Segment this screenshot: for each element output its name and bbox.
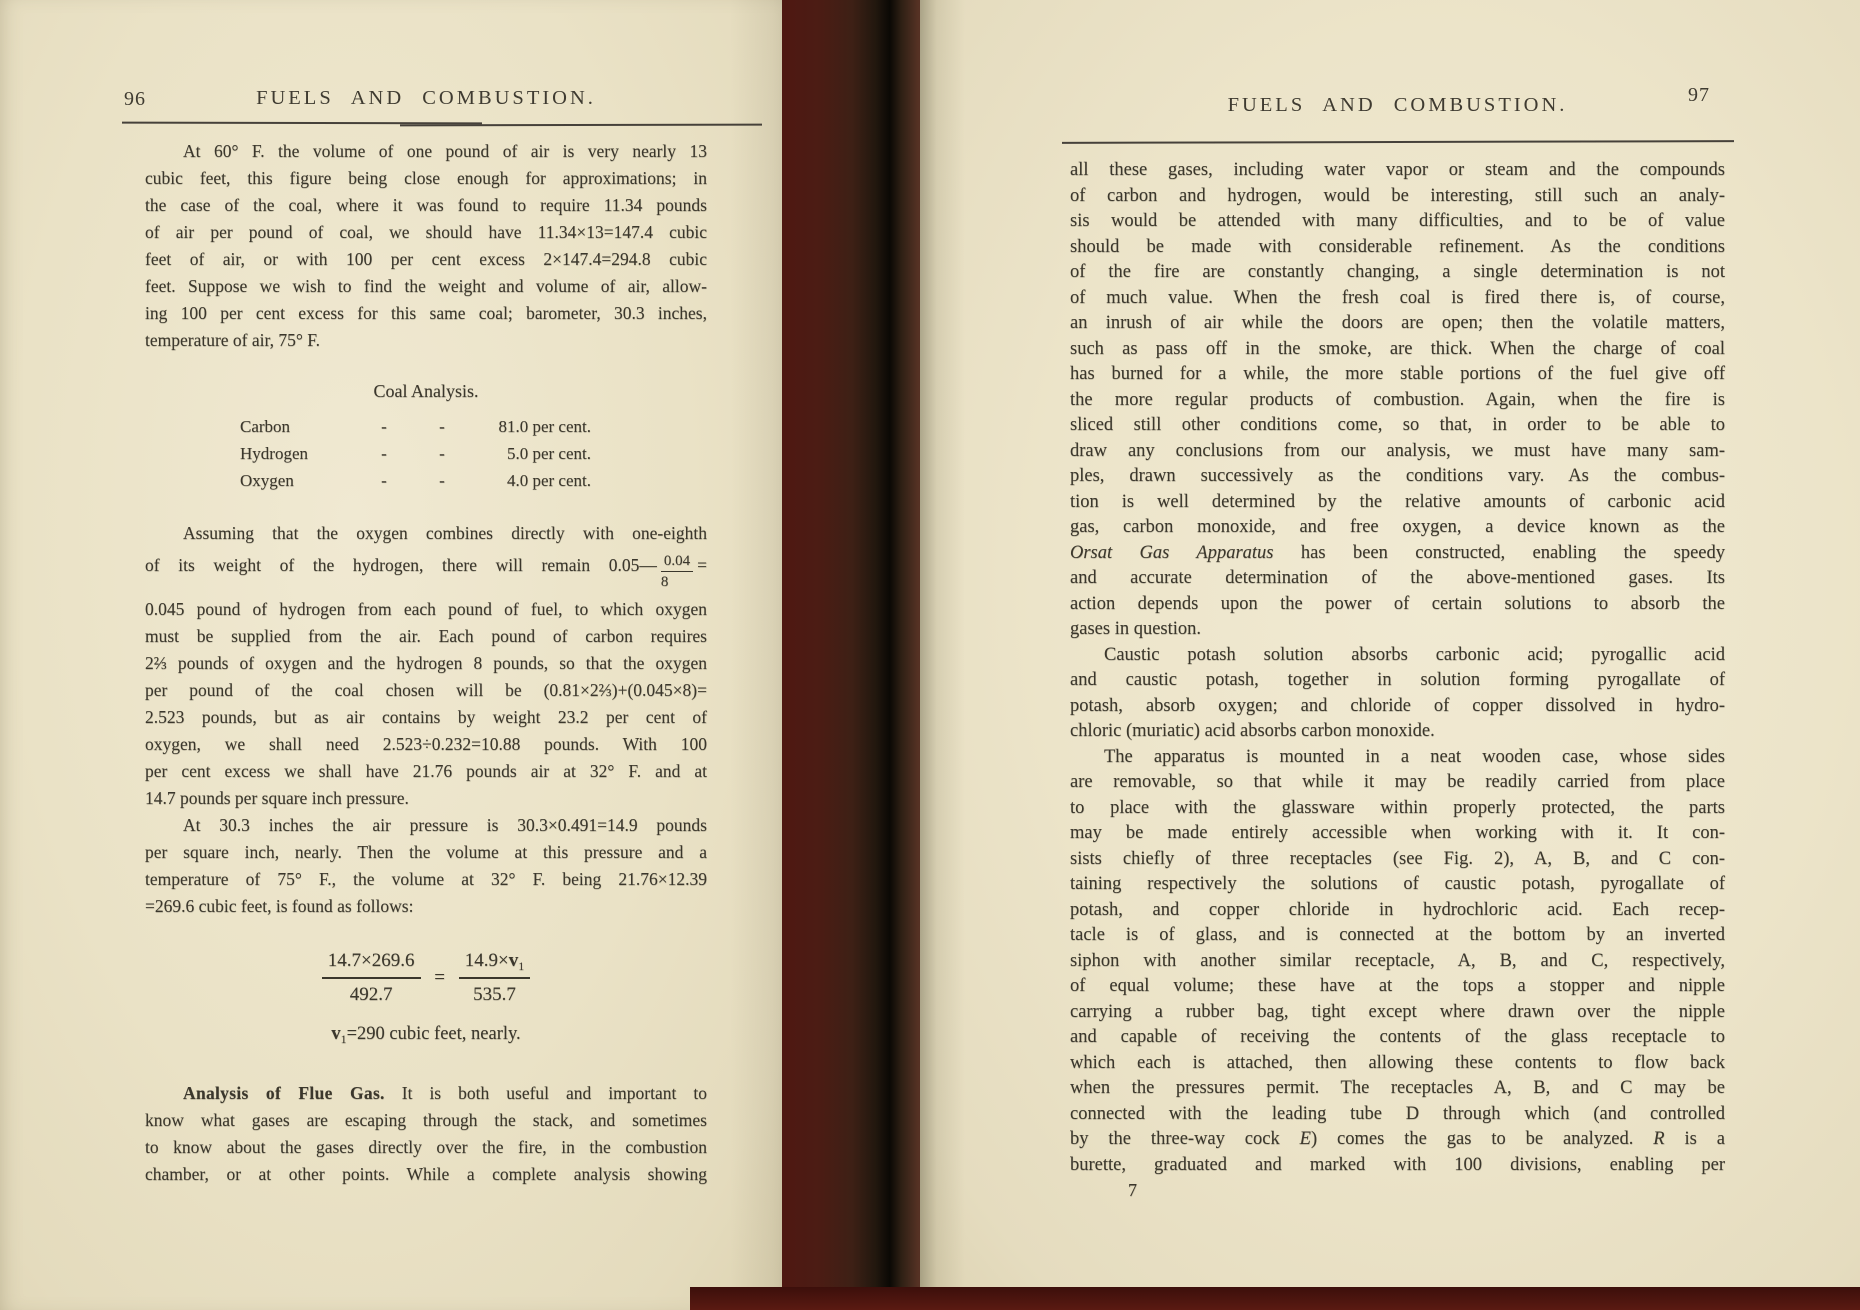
text-line: of equal volume; these have at the tops a stopper and nipple [1070, 976, 1725, 996]
text-line-with-fraction [145, 552, 707, 591]
text-line: cubic feet, this figure being close enough for approximations; in [145, 168, 707, 188]
equation-right-fraction [459, 948, 530, 1007]
text-line: 0.045 pound of hydrogen from each pound of fuel, to which oxygen [145, 599, 707, 619]
table-cell-value: 4.0 per cent. [506, 471, 591, 490]
equation-left-fraction [322, 948, 421, 1007]
text-line: tacle is of glass, and is connected at the bottom by an inverted [1070, 925, 1725, 945]
paragraph-flue-gas [145, 1080, 707, 1188]
text-line: per pound of the coal chosen will be (0.81×2⅔)+(0.045×8)= [145, 680, 707, 700]
text-line: 2.523 pounds, but as air contains by weight 23.2 per cent of [145, 707, 707, 727]
text-line: may be made entirely accessible when working with it. It con- [1070, 823, 1725, 843]
text-line: sis would be attended with many difficulties, and to be of value [1070, 211, 1725, 231]
text-line: to know about the gases directly over the fire, in the combustion [145, 1137, 707, 1158]
text-line: are removable, so that while it may be readily carried from place [1070, 772, 1725, 792]
text-line: know what gases are escaping through the stack, and sometimes [145, 1110, 707, 1131]
table-cell-dash: - [439, 444, 445, 463]
text-line: temperature of air, 75° F. [145, 330, 320, 350]
after-italic-text: has been constructed, enabling the speedy [1273, 542, 1725, 563]
text-line: potash, absorb oxygen; and chloride of copper dissolved in hydro- [1070, 695, 1725, 716]
table-cell-label: Carbon [240, 417, 291, 436]
paragraph-apparatus [1070, 745, 1725, 1204]
text-line: feet. Suppose we wish to find the weight and volume of air, allow- [145, 276, 707, 296]
text-line: all these gases, including water vapor or steam and the compounds [1070, 160, 1725, 180]
lead-rest-text: It is both useful and important to [384, 1083, 707, 1104]
text-line: gas, carbon monoxide, and free oxygen, a device known as the [1070, 517, 1725, 537]
signature-mark: 7 [1128, 1180, 1137, 1200]
text-line: chloric (muriatic) acid absorbs carbon monoxide. [1070, 721, 1435, 741]
text-line: 2⅔ pounds of oxygen and the hydrogen 8 pounds, so that the oxygen [145, 653, 707, 673]
left-page-number: 96 [124, 88, 146, 110]
text-line: The apparatus is mounted in a neat wooden case, whose sides [1104, 746, 1725, 767]
text-line: At 60° F. the volume of one pound of air is very nearly 13 [183, 141, 707, 161]
text-line: potash, and copper chloride in hydrochloric acid. Each recep- [1070, 899, 1725, 920]
text-line-with-lead [145, 1080, 707, 1107]
fraction-numerator: $14.9\times v_1$ [459, 948, 530, 979]
text-line: chamber, or at other points. While a complete analysis showing [145, 1164, 707, 1185]
text-line: sliced still other conditions come, so that, in order to be able to [1070, 415, 1725, 435]
text-line: Caustic potash solution absorbs carbonic acid; pyrogallic acid [1104, 644, 1725, 665]
fraction-before-text: of its weight of the hydrogen, there will remain 0.05— [145, 555, 657, 575]
text-line: of the fire are constantly changing, a single determination is not [1070, 262, 1725, 282]
inline-fraction [661, 552, 693, 591]
equation-result-text: =290 cubic feet, nearly. [346, 1024, 521, 1045]
text-line: sists chiefly of three receptacles (see Fig. 2), A, B, and C con- [1070, 848, 1725, 869]
text-line: of carbon and hydrogen, would be interesting, still such an analy- [1070, 185, 1725, 206]
text-line: action depends upon the power of certain solutions to absorb the [1070, 593, 1725, 614]
table-cell-value: 5.0 per cent. [506, 444, 591, 463]
orsat-apparatus-name: Orsat Gas Apparatus [1070, 542, 1274, 563]
fraction-denominator: 492.7 [349, 983, 393, 1005]
table-row [240, 440, 707, 467]
text-line: ing 100 per cent excess for this same coal; barometer, 30.3 inches, [145, 303, 707, 323]
table-row [240, 467, 707, 494]
text-line: feet of air, or with 100 per cent excess 2×147.4=294.8 cubic [145, 249, 707, 269]
paragraph-analysis-conditions [1070, 158, 1725, 643]
subscript: 1 [518, 959, 525, 973]
text-line: burette, graduated and marked with 100 divisions, enabling per [1070, 1154, 1725, 1175]
text-line: must be supplied from the air. Each pound of carbon requires [145, 626, 707, 646]
fraction-denominator: 8 [660, 574, 669, 590]
table-cell-dash: - [439, 471, 445, 490]
text-line: per cent excess we shall have 21.76 pounds air at 32° F. and at [145, 761, 707, 781]
text-line: which each is attached, then allowing these contents to flow back [1070, 1052, 1725, 1073]
text-line: At 30.3 inches the air pressure is 30.3×0.491=14.9 pounds [183, 815, 707, 835]
subscript: 1 [340, 1032, 347, 1047]
equals-sign: = [434, 967, 445, 989]
left-page-text [145, 138, 707, 1188]
text-line: ples, drawn successively as the conditions vary. As the combus- [1070, 466, 1725, 486]
text-line: Assuming that the oxygen combines directly with one-eighth [183, 523, 707, 543]
text-line: has burned for a while, the more stable portions of the fuel give off [1070, 364, 1725, 384]
text-line: the more regular products of combustion. Again, when the fire is [1070, 389, 1725, 410]
left-running-head: FUELS AND COMBUSTION. [256, 87, 596, 109]
coal-analysis-title: Coal Analysis. [373, 381, 479, 401]
table-cell-dash: - [439, 417, 445, 436]
text-line: and accurate determination of the above-mentioned gases. Its [1070, 568, 1725, 588]
text-line: temperature of 75° F., the volume at 32° F. being 21.76×12.39 [145, 869, 707, 889]
text-line: connected with the leading tube D through which (and controlled [1070, 1103, 1725, 1124]
equation-result [145, 1021, 707, 1048]
table-cell-label: Hydrogen [240, 444, 308, 463]
table-cell-dash: - [381, 444, 387, 463]
text-line: and capable of receiving the contents of the glass receptacle to [1070, 1027, 1725, 1047]
coal-analysis-table [240, 413, 707, 494]
text-line-with-italics: by the three-way cock E) comes the gas to be analyzed. R is a [1070, 1129, 1725, 1149]
fraction-denominator: 535.7 [473, 983, 516, 1005]
text-line: should be made with considerable refinement. As the conditions [1070, 236, 1725, 257]
text-line: =269.6 cubic feet, is found as follows: [145, 896, 414, 916]
fraction-numerator: 0.04 [661, 552, 693, 572]
text-line: per square inch, nearly. Then the volume at this pressure and a [145, 842, 707, 862]
table-cell-value: 81.0 per cent. [498, 417, 591, 436]
text-line: and caustic potash, together in solution forming pyrogallate of [1070, 670, 1725, 690]
variable-v: v [508, 950, 519, 971]
text-line: siphon with another similar receptacle, A, B, and C, respectively, [1070, 950, 1725, 971]
text-line-with-italic [1070, 541, 1725, 567]
fraction-after-text: = [697, 555, 707, 575]
text-line: tion is well determined by the relative amounts of carbonic acid [1070, 491, 1725, 512]
burette-letter: R [1653, 1129, 1665, 1149]
text-line: taining respectively the solutions of caustic potash, pyrogallate of [1070, 874, 1725, 894]
paragraph-oxygen-calc [145, 520, 707, 812]
variable-v: v [331, 1024, 341, 1045]
text-line: carrying a rubber bag, tight except where drawn over the nipple [1070, 1001, 1725, 1022]
cock-letter: E [1299, 1129, 1311, 1149]
text-line: 14.7 pounds per square inch pressure. [145, 788, 409, 808]
right-running-head: FUELS AND COMBUSTION. [1227, 94, 1568, 116]
volume-equation [145, 948, 707, 1007]
text-line: of much value. When the fresh coal is fired there is, of course, [1070, 287, 1725, 308]
right-page-text [1070, 158, 1725, 1204]
flue-gas-heading: Analysis of Flue Gas. [183, 1083, 385, 1104]
text-line: such as pass off in the smoke, are thick. When the charge of coal [1070, 338, 1725, 359]
text-line: draw any conclusions from our analysis, we must have many sam- [1070, 440, 1725, 461]
right-page-number: 97 [1688, 84, 1710, 106]
table-cell-dash: - [381, 471, 387, 490]
backdrop-strip [690, 1287, 1860, 1310]
text-line: oxygen, we shall need 2.523÷0.232=10.88 pounds. With 100 [145, 734, 707, 754]
paragraph-pressure-calc [145, 812, 707, 920]
table-cell-dash: - [381, 417, 387, 436]
text-line: an inrush of air while the doors are open; then the volatile matters, [1070, 313, 1725, 333]
text-line: the case of the coal, where it was found to require 11.34 pounds [145, 195, 707, 215]
table-cell-label: Oxygen [240, 471, 294, 490]
paragraph-air-volume [145, 138, 707, 354]
text-line: when the pressures permit. The receptacles A, B, and C may be [1070, 1078, 1725, 1098]
paragraph-solutions [1070, 643, 1725, 745]
text-line: to place with the glassware within properly protected, the parts [1070, 797, 1725, 818]
table-row [240, 413, 707, 440]
text-line: of air per pound of coal, we should have 11.34×13=147.4 cubic [145, 222, 707, 242]
fraction-numerator: 14.7×269.6 [322, 948, 421, 979]
text-line: gases in question. [1070, 619, 1202, 639]
